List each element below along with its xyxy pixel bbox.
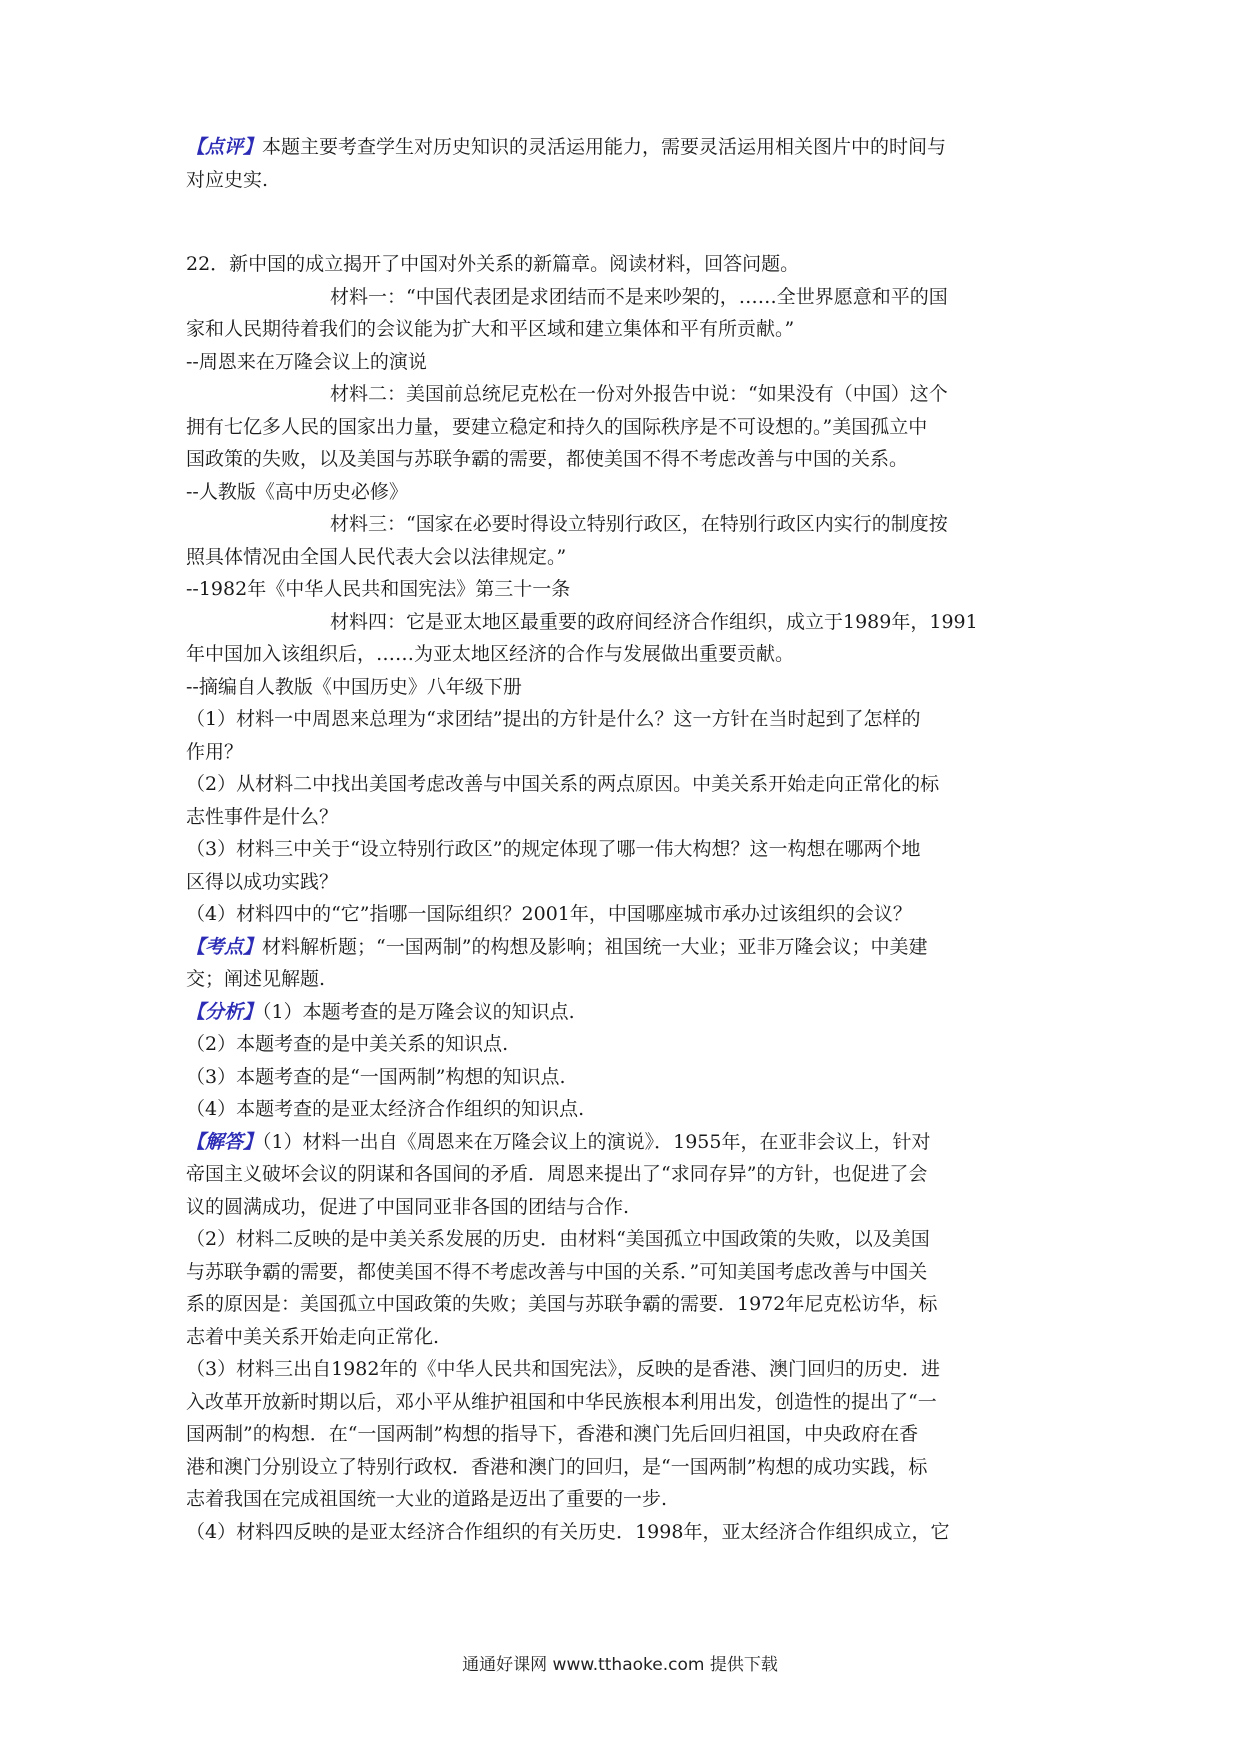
line-text: 与苏联争霸的需要，都使美国不得不考虑改善与中国的关系．”可知美国考虑改善与中国关 — [186, 1260, 928, 1283]
text-line — [186, 963, 1058, 996]
line-text: （2）从材料二中找出美国考虑改善与中国关系的两点原因。中美关系开始走向正常化的标 — [186, 773, 940, 795]
line-text: （1）材料一中周恩来总理为“求团结”提出的方针是什么？这一方针在当时起到了怎样的 — [186, 708, 921, 730]
text-line — [186, 281, 1058, 314]
text-line — [186, 1223, 1058, 1256]
text-line — [186, 346, 1058, 379]
line-text: 年中国加入该组织后，……为亚太地区经济的合作与发展做出重要贡献。 — [186, 643, 795, 665]
section-label: 【考点】 — [186, 935, 263, 958]
line-text: 22．新中国的成立揭开了中国对外关系的新篇章。阅读材料，回答问题。 — [186, 253, 800, 275]
line-text: 材料四：它是亚太地区最重要的政府间经济合作组织，成立于1989年，1991 — [330, 610, 978, 633]
text-line — [186, 411, 1058, 444]
text-line — [186, 131, 1058, 164]
line-text: 对应史实. — [186, 168, 269, 191]
text-line — [186, 996, 1058, 1029]
text-line — [186, 1516, 1058, 1549]
line-text: 家和人民期待着我们的会议能为扩大和平区域和建立集体和平有所贡献。” — [186, 318, 795, 340]
section-label: 【点评】 — [186, 136, 263, 158]
text-line — [186, 1126, 1058, 1159]
text-line — [186, 573, 1058, 606]
comment-block — [186, 131, 1058, 196]
line-text: 拥有七亿多人民的国家出力量，要建立稳定和持久的国际秩序是不可设想的。”美国孤立中 — [186, 415, 928, 438]
text-line — [186, 313, 1058, 346]
text-line — [186, 164, 1058, 197]
text-line — [186, 898, 1058, 931]
text-line — [186, 736, 1058, 769]
text-line — [186, 801, 1058, 834]
line-text: 本题主要考查学生对历史知识的灵活运用能力，需要灵活运用相关图片中的时间与 — [262, 136, 947, 158]
line-text: 作用？ — [186, 740, 244, 763]
line-text: 港和澳门分别设立了特别行政权．香港和澳门的回归，是“一国两制”构想的成功实践，标 — [186, 1455, 928, 1478]
line-text: 照具体情况由全国人民代表大会以法律规定。” — [186, 545, 567, 568]
line-text: 系的原因是：美国孤立中国政策的失败；美国与苏联争霸的需要．1972年尼克松访华，标 — [186, 1293, 938, 1315]
text-line — [186, 703, 1058, 736]
text-line — [186, 443, 1058, 476]
line-text: （2）本题考查的是中美关系的知识点. — [186, 1033, 509, 1055]
line-text: （2）材料二反映的是中美关系发展的历史．由材料“美国孤立中国政策的失败，以及美国 — [186, 1228, 930, 1250]
text-line — [186, 476, 1058, 509]
line-text: --1982年《中华人民共和国宪法》第三十一条 — [186, 578, 571, 600]
line-text: （1）本题考查的是万隆会议的知识点. — [262, 1000, 575, 1023]
text-line — [186, 1256, 1058, 1289]
section-label: 【分析】 — [186, 1000, 263, 1023]
line-text: 材料一：“中国代表团是求团结而不是来吵架的，……全世界愿意和平的国 — [330, 285, 948, 308]
line-text: --周恩来在万隆会议上的演说 — [186, 350, 427, 373]
line-text: （4）材料四反映的是亚太经济合作组织的有关历史．1998年，亚太经济合作组织成立，它 — [186, 1520, 950, 1543]
line-text: 交；阐述见解题. — [186, 968, 326, 990]
text-line — [186, 866, 1058, 899]
text-line — [186, 1191, 1058, 1224]
line-text: （4）本题考查的是亚太经济合作组织的知识点. — [186, 1098, 585, 1120]
text-line — [186, 1386, 1058, 1419]
text-line — [186, 508, 1058, 541]
line-text: --人教版《高中历史必修》 — [186, 480, 408, 503]
line-text: （1）材料一出自《周恩来在万隆会议上的演说》．1955年，在亚非会议上，针对 — [262, 1130, 931, 1153]
footer-text: 通通好课网 www.tthaoke.com 提供下载 — [462, 1655, 778, 1675]
question-22-block — [186, 248, 1058, 1548]
text-line — [186, 1353, 1058, 1386]
line-text: 国政策的失败，以及美国与苏联争霸的需要，都使美国不得不考虑改善与中国的关系。 — [186, 448, 909, 470]
text-line — [186, 671, 1058, 704]
text-line — [186, 1093, 1058, 1126]
text-line — [186, 1418, 1058, 1451]
text-line — [186, 931, 1058, 964]
text-line — [186, 1028, 1058, 1061]
line-text: 国两制”的构想．在“一国两制”构想的指导下，香港和澳门先后回归祖国，中央政府在香 — [186, 1423, 919, 1445]
line-text: （3）材料三出自1982年的《中华人民共和国宪法》，反映的是香港、澳门回归的历史．进 — [186, 1358, 940, 1380]
line-text: （3）材料三中关于“设立特别行政区”的规定体现了哪一伟大构想？这一构想在哪两个地 — [186, 838, 921, 860]
text-line — [186, 1483, 1058, 1516]
section-label: 【解答】 — [186, 1130, 263, 1153]
text-line — [186, 638, 1058, 671]
line-text: 志着我国在完成祖国统一大业的道路是迈出了重要的一步. — [186, 1488, 668, 1510]
line-text: 帝国主义破坏会议的阴谋和各国间的矛盾．周恩来提出了“求同存异”的方针，也促进了会 — [186, 1163, 928, 1185]
line-text: 入改革开放新时期以后，邓小平从维护祖国和中华民族根本利用出发，创造性的提出了“一 — [186, 1390, 937, 1413]
line-text: 材料二：美国前总统尼克松在一份对外报告中说：“如果没有（中国）这个 — [330, 383, 948, 405]
line-text: 志性事件是什么？ — [186, 805, 339, 828]
line-text: 区得以成功实践？ — [186, 870, 339, 893]
text-line — [186, 833, 1058, 866]
text-line — [186, 378, 1058, 411]
text-line — [186, 1321, 1058, 1354]
line-text: --摘编自人教版《中国历史》八年级下册 — [186, 675, 522, 698]
text-line — [186, 1158, 1058, 1191]
line-text: 材料三：“国家在必要时得设立特别行政区，在特别行政区内实行的制度按 — [330, 513, 948, 535]
text-line — [186, 768, 1058, 801]
text-line — [186, 541, 1058, 574]
line-text: 材料解析题；“一国两制”的构想及影响；祖国统一大业；亚非万隆会议；中美建 — [262, 935, 928, 958]
text-line — [186, 1061, 1058, 1094]
text-line — [186, 606, 1058, 639]
text-line — [186, 1288, 1058, 1321]
text-line — [186, 248, 1058, 281]
text-line — [186, 1451, 1058, 1484]
line-text: 志着中美关系开始走向正常化. — [186, 1325, 440, 1348]
line-text: 议的圆满成功，促进了中国同亚非各国的团结与合作. — [186, 1195, 630, 1218]
line-text: （3）本题考查的是“一国两制”构想的知识点. — [186, 1065, 566, 1088]
line-text: （4）材料四中的“它”指哪一国际组织？2001年，中国哪座城市承办过该组织的会议？ — [186, 903, 912, 925]
